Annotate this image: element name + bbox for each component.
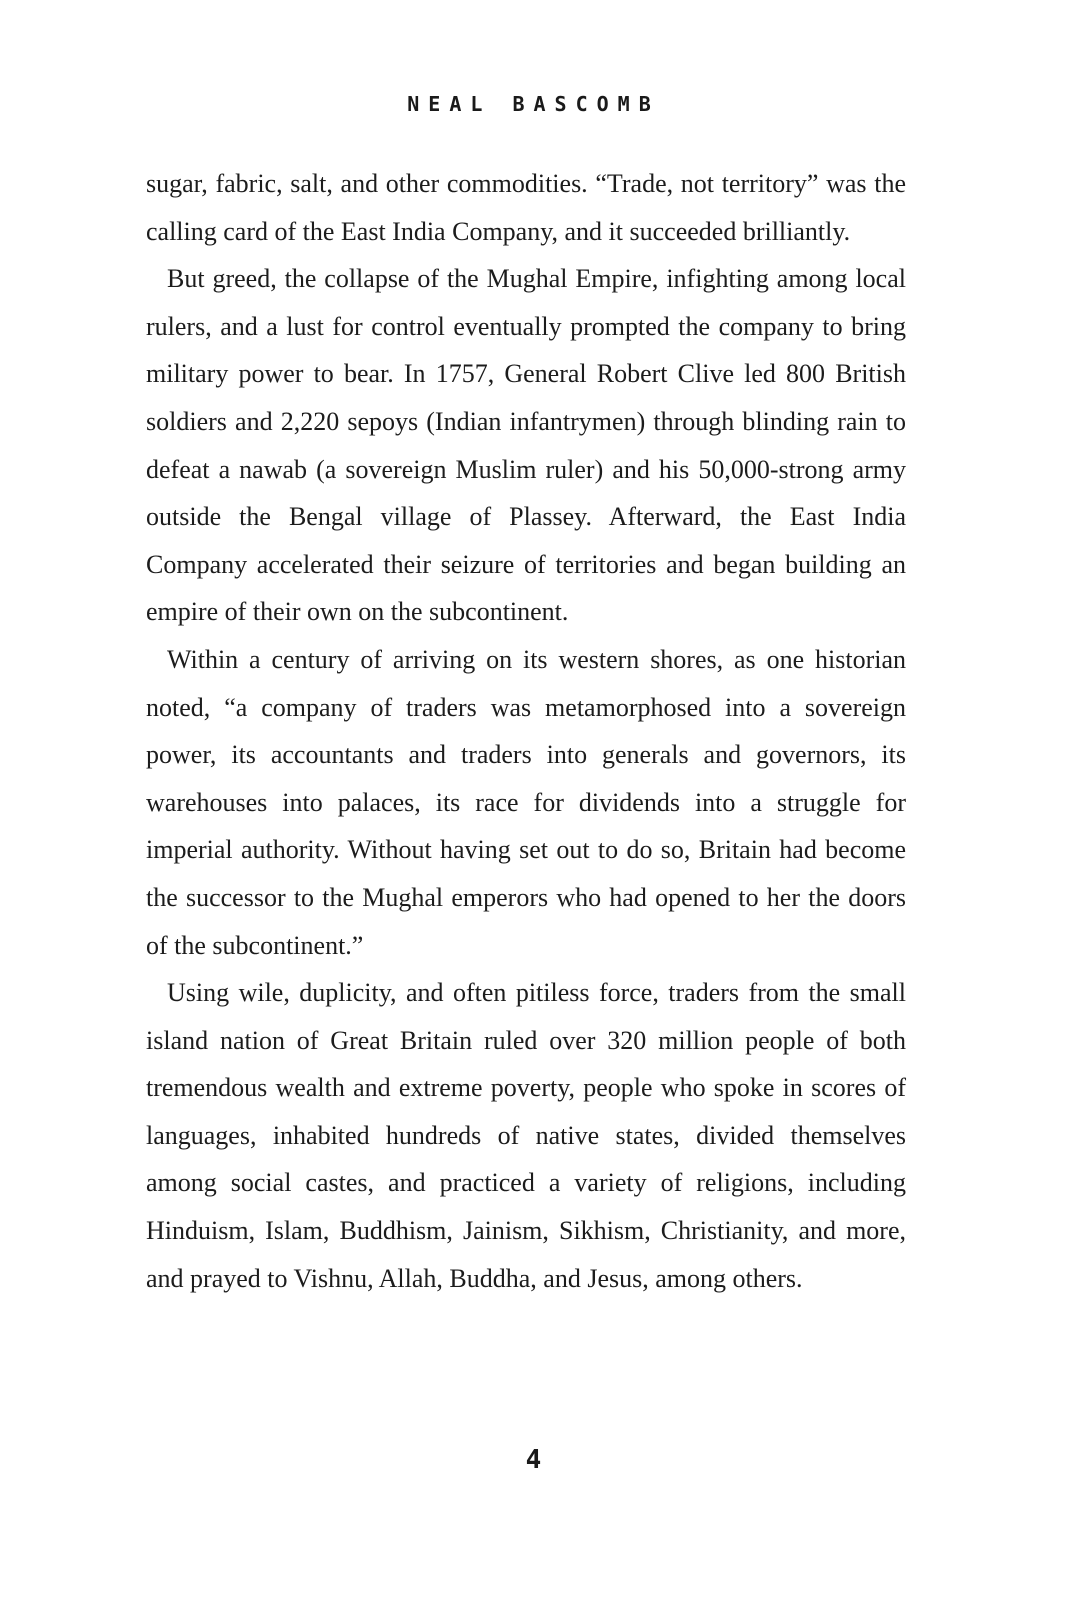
paragraph-2: But greed, the collapse of the Mughal Empire, infighting among local rulers, and a lust for control eventually prompted the company to bring military power to bear. In 1757, General Robert Clive led 800 British soldiers and 2,220 sepoys (Indian infantrymen) through blinding rain to defeat a nawab (a sovereign Muslim ruler) and his 50,000-strong army outside the Bengal village of Plassey. Afterward, the East India Company accelerated their seizure of territories and began building an empire of their own on the subcontinent. bbox=[146, 264, 906, 627]
running-head: NEAL BASCOMB bbox=[407, 92, 660, 116]
paragraph-4: Using wile, duplicity, and often pitiless force, traders from the small island nation of Great Britain ruled over 320 million people of both tremendous wealth and extreme poverty, people who spoke in scores of languages, inhabited hundreds of native states, divided themselves among social castes, and practiced a variety of religions, including Hinduism, Islam, Buddhism, Jainism, Sikhism, Christianity, and more, and prayed to Vishnu, Allah, Buddha, and Jesus, among others. bbox=[146, 978, 906, 1293]
body-text bbox=[146, 160, 906, 1302]
page-number: 4 bbox=[525, 1445, 542, 1475]
paragraph-1: sugar, fabric, salt, and other commodities. “Trade, not territory” was the calling card of the East India Company, and it succeeded brilliantly. bbox=[146, 169, 906, 246]
paragraph-3: Within a century of arriving on its western shores, as one historian noted, “a company of traders was metamorphosed into a sovereign power, its accountants and traders into generals and governors, its warehouses into palaces, its race for dividends into a struggle for imperial authority. Without having set out to do so, Britain had become the successor to the Mughal emperors who had opened to her the doors of the subcontinent.” bbox=[146, 644, 906, 960]
